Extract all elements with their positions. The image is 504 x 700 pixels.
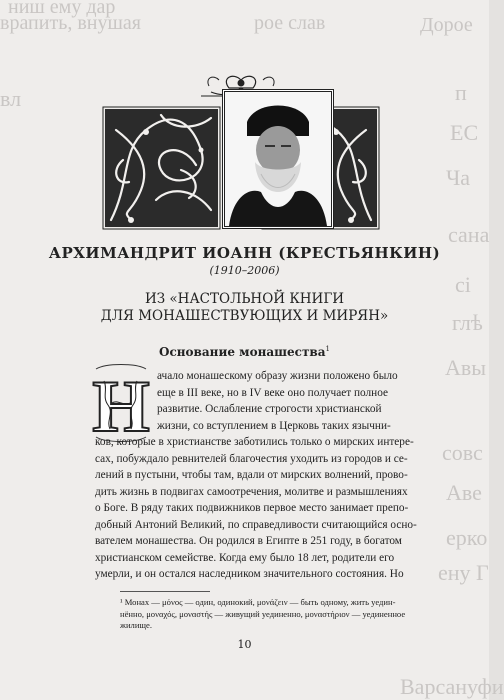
body-line: добный Антоний Великий, по справедливости считающийся осно- [95,518,417,531]
body-line: ков, которые в христианстве заботились только о мирских интере- [95,436,414,448]
author-years: (1910–2006) [209,264,280,277]
dropcap-glyph: Н [92,366,150,448]
section-heading-text: Основание монашества [159,345,326,359]
body-line: развитие. Ослабление строгости христианской [157,403,382,415]
background-showthrough-text: ерко [446,525,488,550]
body-line: лений в пустыни, чтобы там, вдали от мирских волнений, прово- [95,469,408,481]
page-number: 10 [237,638,252,651]
background-showthrough-text: врапить, внушая [0,12,141,34]
background-showthrough-text: вл [0,86,22,111]
background-showthrough-text: совс [442,440,483,465]
background-showthrough-text: ену Г [438,560,489,585]
source-title-line: ДЛЯ МОНАШЕСТВУЮЩИХ И МИРЯН» [100,308,389,324]
footnote-line: ¹ Монах — μόνος — один, одинокий, μονάζειν — быть одному, жить уедин- [120,597,396,607]
background-showthrough-text: глѣ [452,310,483,335]
body-line: сах, побуждало ревнителей благочестия уходить из городов и се- [95,452,408,465]
footnote [120,597,442,632]
background-showthrough-text: п [455,80,467,105]
background-showthrough-text: Варсануфи [400,674,504,699]
body-line: умерли, и он остался наследником значительного состояния. Но [95,568,404,580]
portrait-image [225,92,331,226]
footnote-divider [120,591,210,592]
background-showthrough-text: Дорое [420,14,473,36]
background-showthrough-text: ниш ему дар [8,0,116,18]
author-name: АРХИМАНДРИТ ИОАНН (КРЕСТЬЯНКИН) [48,244,441,262]
section-heading [0,345,489,359]
body-line: дить жизнь в подвигах самоотречения, молитве и размышлениях [95,485,408,498]
background-showthrough-text: сана [448,222,490,247]
body-line: ачало монашескому образу жизни положено было [157,370,398,382]
footnote-marker: 1 [325,345,330,353]
body-line: о Боге. В ряду таких подвижников первое место занимает препо- [95,502,409,514]
background-showthrough-text: Авы [445,355,487,380]
body-line: христианском семействе. Когда ему было 18 лет, родители его [95,551,395,564]
background-showthrough-text: Ча [446,165,471,190]
footnote-line: нённо, μοναχός, μοναστής — живущий уединенно, μοναστήριον — уединенное [120,608,406,619]
footnote-line: жилище. [120,620,153,630]
body-line: жизни, со вступлением в Церковь таких язычни- [157,419,391,432]
body-line: вателем монашества. Он родился в Египте в 251 году, в богатом [95,535,402,547]
background-showthrough-text: рое слав [254,12,326,34]
background-showthrough-text: сі [455,272,471,297]
body-text [95,368,445,583]
source-title-line: ИЗ «НАСТОЛЬНОЙ КНИГИ [144,291,345,307]
background-showthrough-text: Аве [446,480,482,505]
background-showthrough-text: ЕС [450,120,479,145]
body-line: еще в III веке, но в IV веке оно получает полное [157,386,389,399]
source-title [0,291,489,325]
portrait-photo [222,89,334,229]
